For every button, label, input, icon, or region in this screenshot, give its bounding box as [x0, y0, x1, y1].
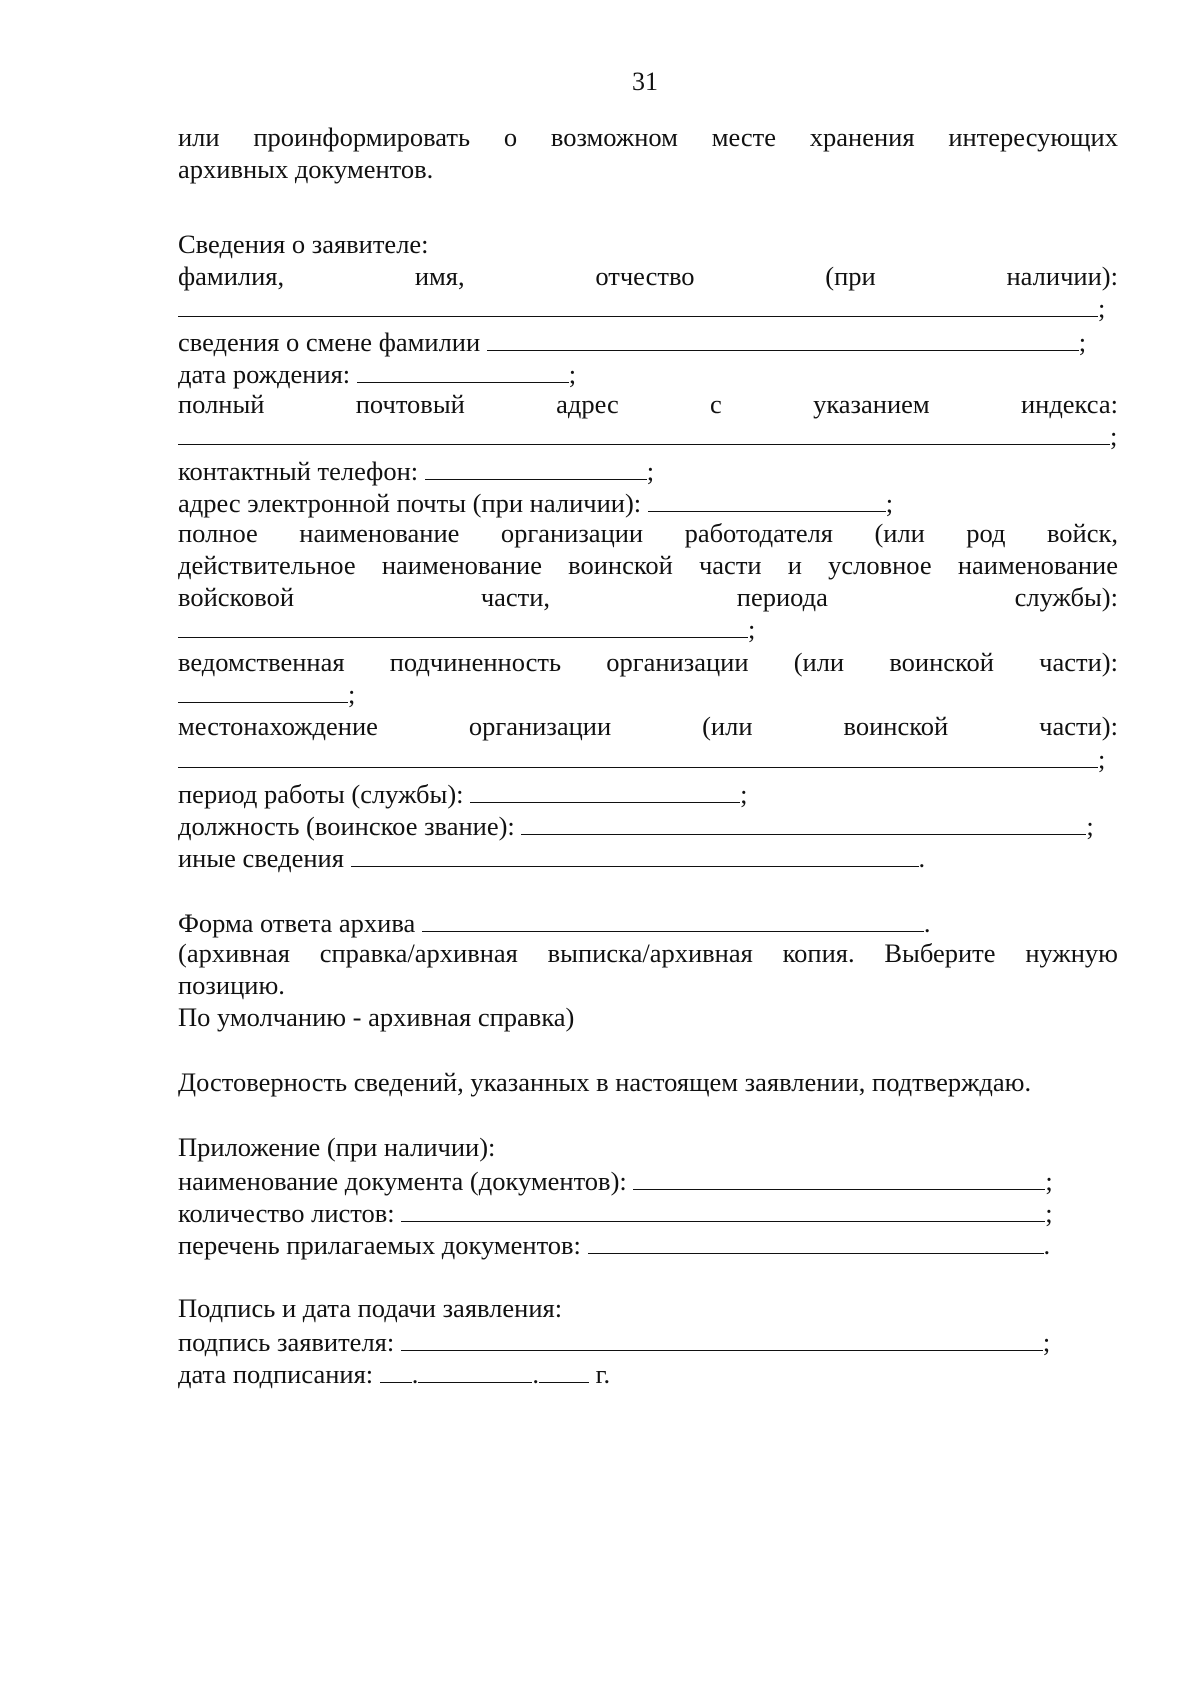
attachment-list-line: перечень прилагаемых документов: .	[178, 1227, 1118, 1261]
attachment-heading: Приложение (при наличии):	[178, 1132, 496, 1162]
signing-month-field[interactable]	[418, 1356, 532, 1383]
work-period-field[interactable]	[470, 776, 740, 803]
answer-default-line: По умолчанию - архивная справка)	[178, 1002, 575, 1032]
attachment-sheets-line: количество листов: ;	[178, 1195, 1118, 1229]
location-label-line: местонахождение организации (или воинской части):	[178, 711, 1118, 741]
birth-date-field[interactable]	[357, 356, 569, 383]
organization-field[interactable]	[178, 611, 748, 638]
subordination-field[interactable]	[178, 676, 348, 703]
attachment-list-field[interactable]	[588, 1227, 1044, 1254]
confirmation-text: Достоверность сведений, указанных в настоящем заявлении, подтверждаю.	[178, 1067, 1032, 1097]
position-line: должность (воинское звание): ;	[178, 808, 1118, 842]
birth-date-line: дата рождения: ;	[178, 356, 1118, 390]
work-period-line: период работы (службы): ;	[178, 776, 1118, 810]
signing-year-field[interactable]	[539, 1356, 589, 1383]
signature-line: подпись заявителя: ;	[178, 1324, 1118, 1358]
answer-options-line-2: позицию.	[178, 970, 285, 1000]
applicant-heading: Сведения о заявителе:	[178, 229, 429, 259]
name-label-line: фамилия, имя, отчество (при наличии):	[178, 261, 1118, 291]
attachment-sheets-field[interactable]	[401, 1195, 1045, 1222]
surname-change-line: сведения о смене фамилии ;	[178, 324, 1118, 358]
other-info-line: иные сведения .	[178, 840, 1118, 874]
name-field-line: ;	[178, 290, 1118, 324]
answer-form-line: Форма ответа архива .	[178, 905, 1118, 939]
position-field[interactable]	[521, 808, 1086, 835]
org-field-line: ;	[178, 611, 1118, 645]
subordination-field-line: ;	[178, 676, 1118, 710]
location-field-line: ;	[178, 741, 1118, 775]
org-line-3: войсковой части, периода службы):	[178, 582, 1118, 612]
email-line: адрес электронной почты (при наличии): ;	[178, 485, 1118, 519]
email-field[interactable]	[648, 485, 886, 512]
subordination-label-line: ведомственная подчиненность организации (или воинской части):	[178, 647, 1118, 677]
phone-line: контактный телефон: ;	[178, 453, 1118, 487]
location-field[interactable]	[178, 741, 1098, 768]
address-field[interactable]	[178, 418, 1110, 445]
phone-field[interactable]	[425, 453, 647, 480]
intro-line-1: или проинформировать о возможном месте хранения интересующих	[178, 122, 1118, 152]
attachment-doc-name-field[interactable]	[633, 1163, 1045, 1190]
org-line-1: полное наименование организации работодателя (или род войск,	[178, 518, 1118, 548]
address-field-line: ;	[178, 418, 1118, 452]
attachment-doc-name-line: наименование документа (документов): ;	[178, 1163, 1118, 1197]
org-line-2: действительное наименование воинской части и условное наименование	[178, 550, 1118, 580]
signature-heading: Подпись и дата подачи заявления:	[178, 1293, 563, 1323]
surname-change-field[interactable]	[487, 324, 1079, 351]
other-info-field[interactable]	[351, 840, 919, 867]
signing-day-field[interactable]	[380, 1356, 412, 1383]
signing-date-line: дата подписания: . . г.	[178, 1356, 1118, 1390]
page-number: 31	[632, 67, 658, 96]
name-field[interactable]	[178, 290, 1098, 317]
address-label-line: полный почтовый адрес с указанием индекса:	[178, 389, 1118, 419]
intro-line-2: архивных документов.	[178, 154, 434, 184]
answer-form-field[interactable]	[422, 905, 924, 932]
answer-options-line: (архивная справка/архивная выписка/архивная копия. Выберите нужную	[178, 938, 1118, 968]
signature-field[interactable]	[401, 1324, 1043, 1351]
